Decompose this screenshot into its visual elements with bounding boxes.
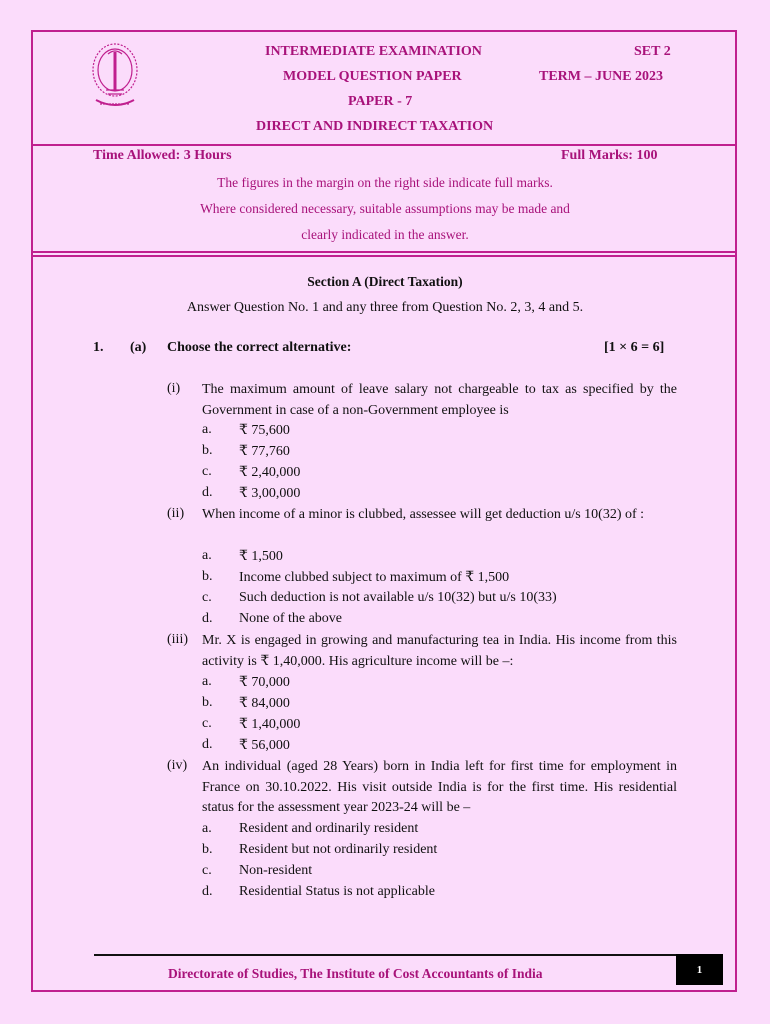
option-text: ₹ 1,500 <box>239 549 283 564</box>
info-divider-top <box>33 251 735 253</box>
item-number: (i) <box>167 381 181 396</box>
footer-divider <box>94 954 722 956</box>
option-text: None of the above <box>239 611 343 626</box>
option-text: ₹ 56,000 <box>239 738 290 753</box>
institute-logo-icon <box>88 38 142 112</box>
option-text: Resident but not ordinarily resident <box>239 842 438 857</box>
option-label: b. <box>202 842 213 857</box>
option-text: ₹ 77,760 <box>239 444 290 459</box>
option-label: c. <box>202 464 212 479</box>
item-number: (iv) <box>167 758 188 773</box>
item-text: The maximum amount of leave salary not chargeable to tax as specified by the Government in case of a non-Government employee is <box>202 382 677 418</box>
option-label: a. <box>202 821 212 836</box>
option-label: d. <box>202 611 213 626</box>
option-label: d. <box>202 737 213 752</box>
page-number: 1 <box>676 954 723 985</box>
instruction-line: The figures in the margin on the right side indicate full marks. <box>217 175 553 190</box>
paper-number: PAPER - 7 <box>348 94 413 109</box>
question-number: 1. <box>93 340 104 355</box>
question-title: Choose the correct alternative: <box>167 340 352 355</box>
option-text: Such deduction is not available u/s 10(32) but u/s 10(33) <box>239 590 557 605</box>
option-label: b. <box>202 569 213 584</box>
option-text: ₹ 2,40,000 <box>239 465 301 480</box>
paper-type: MODEL QUESTION PAPER <box>283 69 462 84</box>
term-label: TERM – JUNE 2023 <box>539 69 664 84</box>
option-label: a. <box>202 422 212 437</box>
option-label: c. <box>202 590 212 605</box>
option-text: ₹ 1,40,000 <box>239 717 301 732</box>
option-text: Resident and ordinarily resident <box>239 821 419 836</box>
header-divider <box>33 144 735 146</box>
footer-text: Directorate of Studies, The Institute of Cost Accountants of India <box>168 966 543 981</box>
instruction-line: Where considered necessary, suitable assumptions may be made and <box>200 201 570 216</box>
option-label: b. <box>202 695 213 710</box>
option-text: ₹ 70,000 <box>239 675 290 690</box>
set-label: SET 2 <box>634 44 671 59</box>
item-number: (iii) <box>167 632 188 647</box>
option-text: Residential Status is not applicable <box>239 884 435 899</box>
subject-title: DIRECT AND INDIRECT TAXATION <box>256 119 494 134</box>
exam-title: INTERMEDIATE EXAMINATION <box>265 44 482 59</box>
full-marks: Full Marks: 100 <box>561 148 658 163</box>
item-text: Mr. X is engaged in growing and manufacturing tea in India. His income from this activity is ₹ 1,40,000. His agriculture income will be –: <box>202 633 677 669</box>
question-part: (a) <box>130 340 147 355</box>
option-label: c. <box>202 716 212 731</box>
option-label: c. <box>202 863 212 878</box>
option-text: Non-resident <box>239 863 313 878</box>
option-text: ₹ 75,600 <box>239 423 290 438</box>
option-text: ₹ 84,000 <box>239 696 290 711</box>
option-text: ₹ 3,00,000 <box>239 486 301 501</box>
option-label: a. <box>202 548 212 563</box>
info-divider-bottom <box>33 255 735 257</box>
time-allowed: Time Allowed: 3 Hours <box>93 148 232 163</box>
option-label: b. <box>202 443 213 458</box>
option-label: d. <box>202 884 213 899</box>
item-text: When income of a minor is clubbed, assessee will get deduction u/s 10(32) of : <box>202 507 645 522</box>
option-label: a. <box>202 674 212 689</box>
item-number: (ii) <box>167 506 185 521</box>
section-title: Section A (Direct Taxation) <box>307 274 463 289</box>
section-instruction: Answer Question No. 1 and any three from Question No. 2, 3, 4 and 5. <box>186 300 584 315</box>
question-marks: [1 × 6 = 6] <box>604 340 665 355</box>
instruction-line: clearly indicated in the answer. <box>301 227 469 242</box>
option-label: d. <box>202 485 213 500</box>
option-text: Income clubbed subject to maximum of ₹ 1,500 <box>239 570 510 585</box>
item-text: An individual (aged 28 Years) born in India left for first time for employment in France on 30.10.2022. His visit outside India is for the first time. His residential status for the assessment year 2023-24 will be – <box>202 759 677 815</box>
